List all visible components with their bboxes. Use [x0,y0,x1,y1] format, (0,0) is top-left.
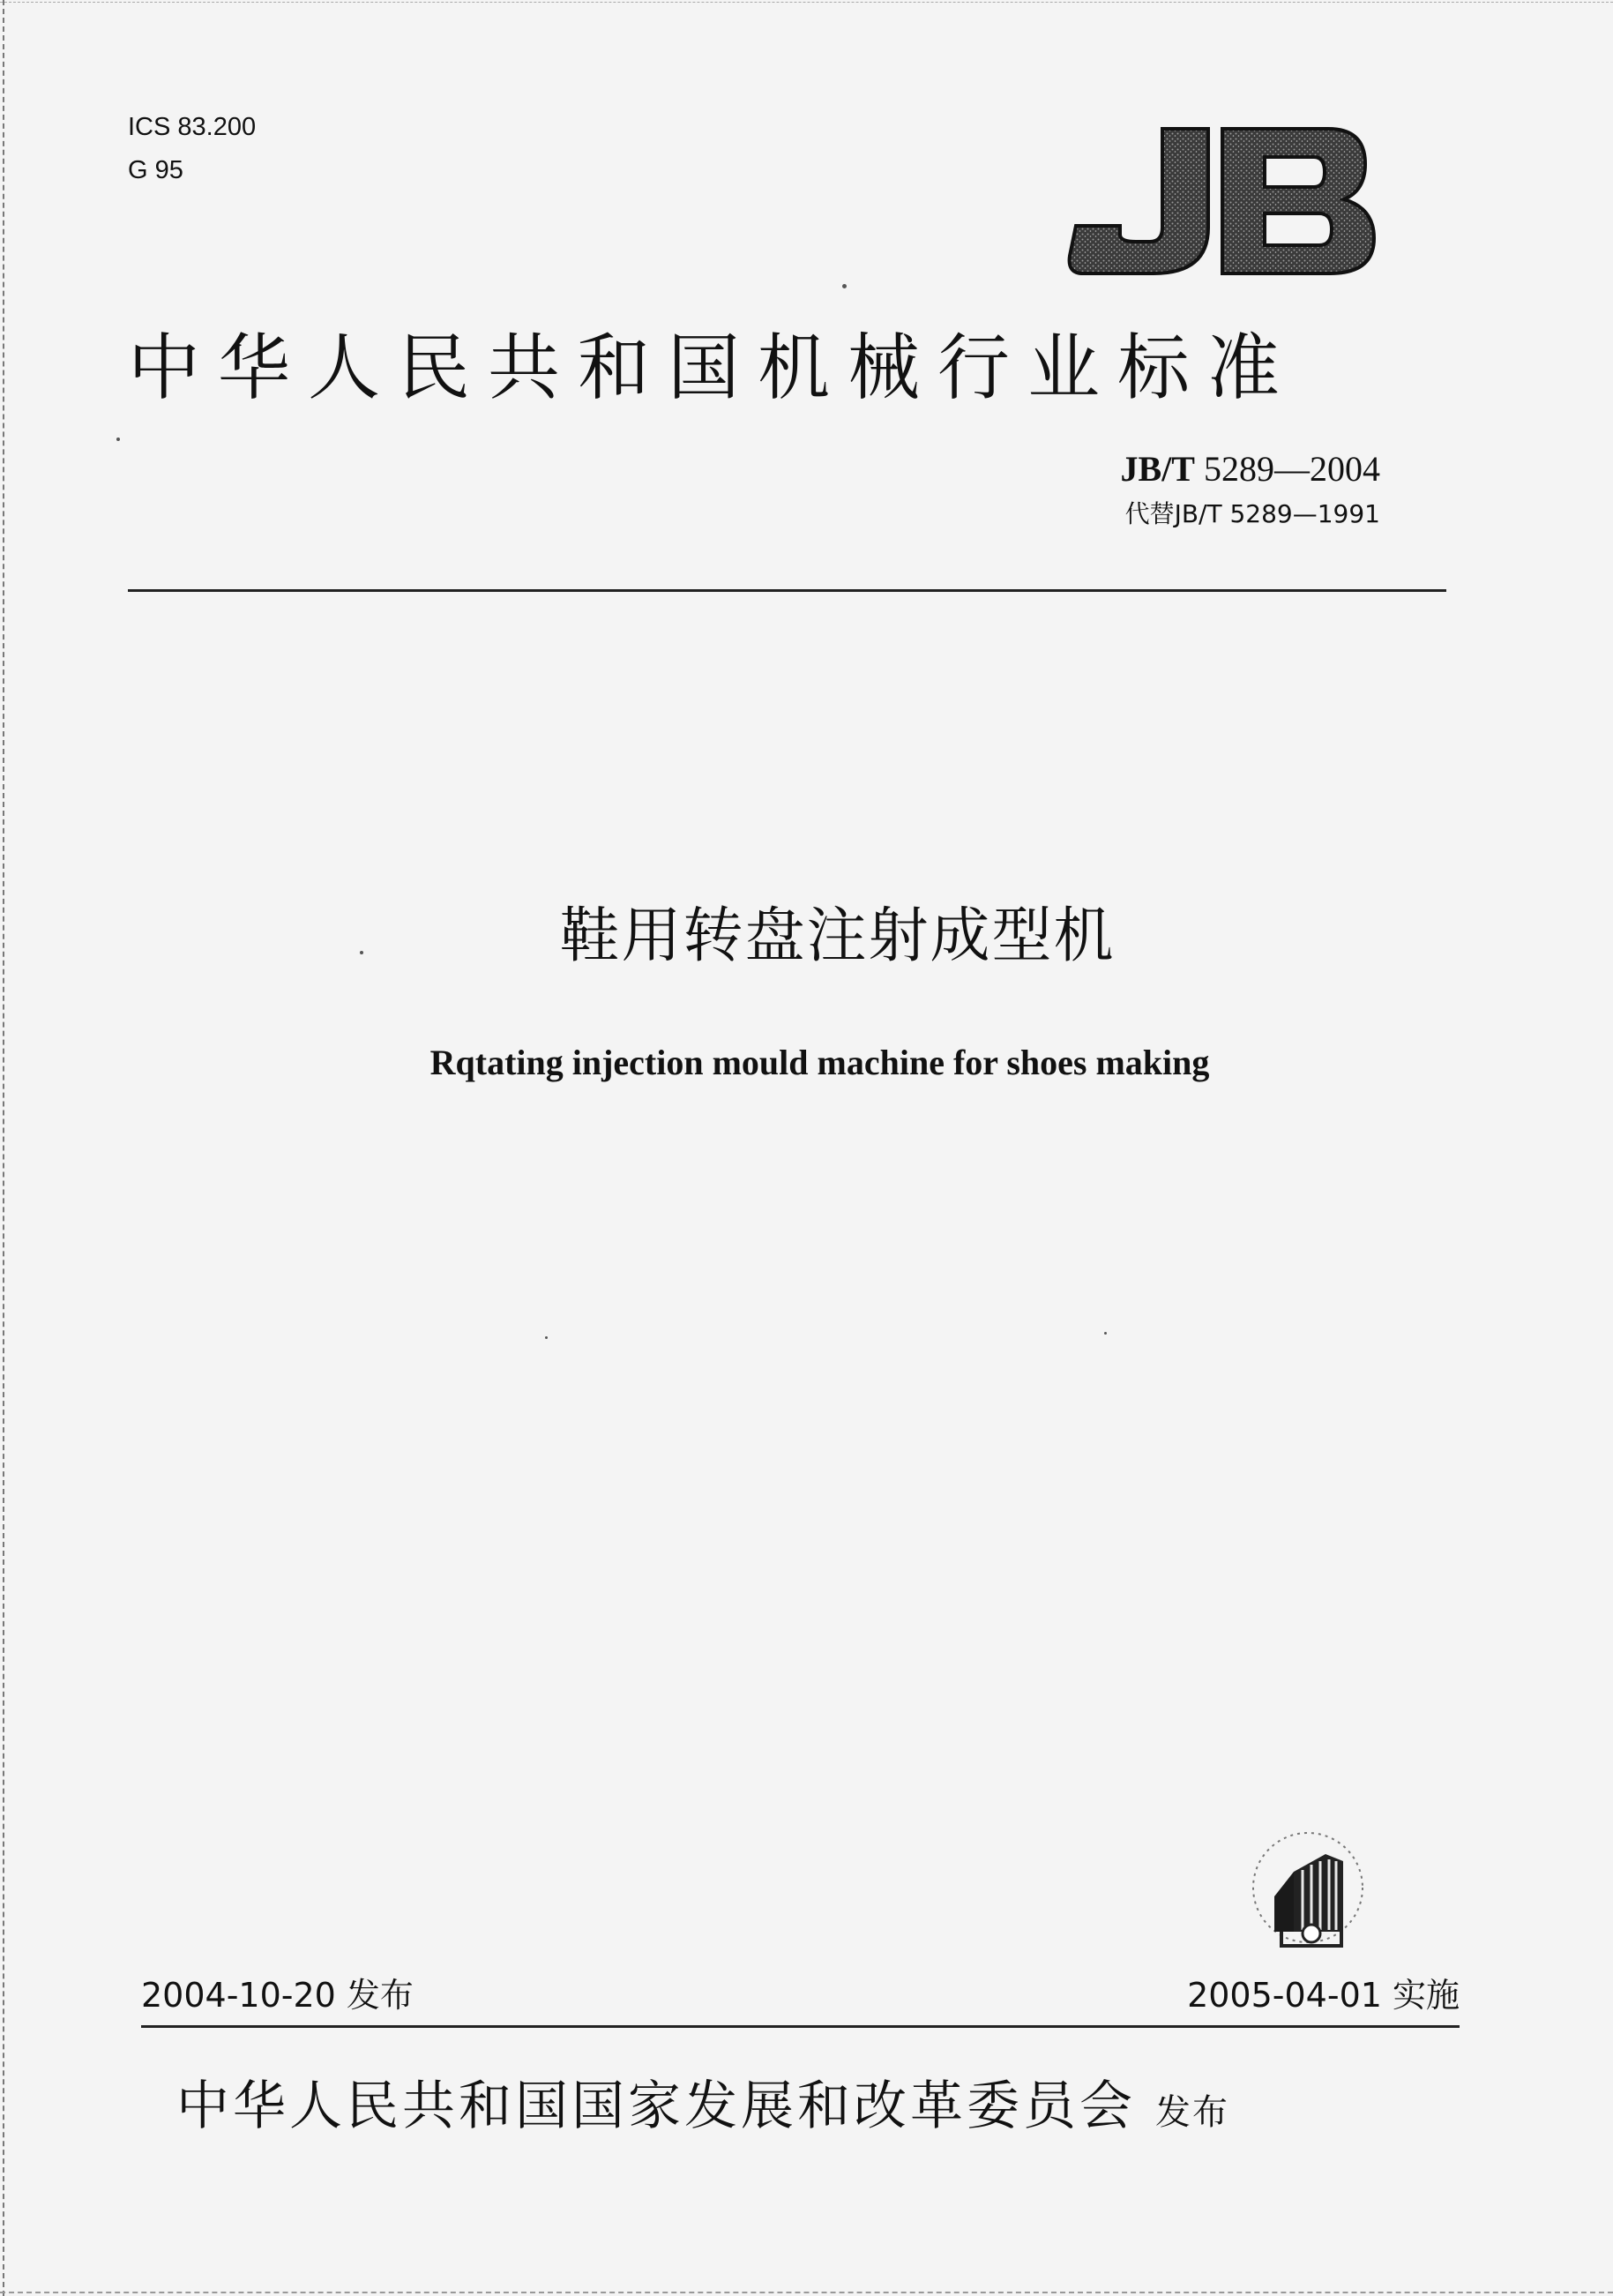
scan-speck [360,951,363,954]
authority-name: 中华人民共和国国家发展和改革委员会 [176,2075,1136,2137]
scan-speck [1104,1332,1107,1335]
standard-title: 中华人民共和国机械行业标准 [128,326,1298,410]
implementation-date: 2005-04-01 实施 [1187,1976,1460,2015]
ics-code: ICS 83.200 [128,113,257,141]
scan-edge-top [0,2,1613,3]
issue-date: 2004-10-20 发布 [141,1976,414,2015]
document-title-cn: 鞋用转盘注射成型机 [559,901,1116,971]
jb-logo [1065,122,1379,280]
replaces-standard: 代替JB/T 5289—1991 [1124,499,1380,528]
authority-suffix: 发布 [1155,2092,1229,2133]
standard-code-prefix: JB/T [1120,449,1195,489]
standard-code-number: 5289—2004 [1204,449,1380,489]
scan-edge-left [3,0,4,2296]
scan-edge-bottom [0,2292,1613,2293]
document-title-en: Rqtating injection mould machine for shoes making [429,1043,1210,1082]
scan-speck [116,438,120,441]
footer-divider [141,2025,1460,2028]
standard-code [970,448,1380,490]
publisher-seal-logo [1239,1799,1380,1976]
ccs-code: G 95 [128,156,183,184]
scan-speck [545,1336,548,1339]
header-divider [128,589,1446,592]
scan-speck [842,284,847,288]
issuing-authority [176,2071,1499,2148]
